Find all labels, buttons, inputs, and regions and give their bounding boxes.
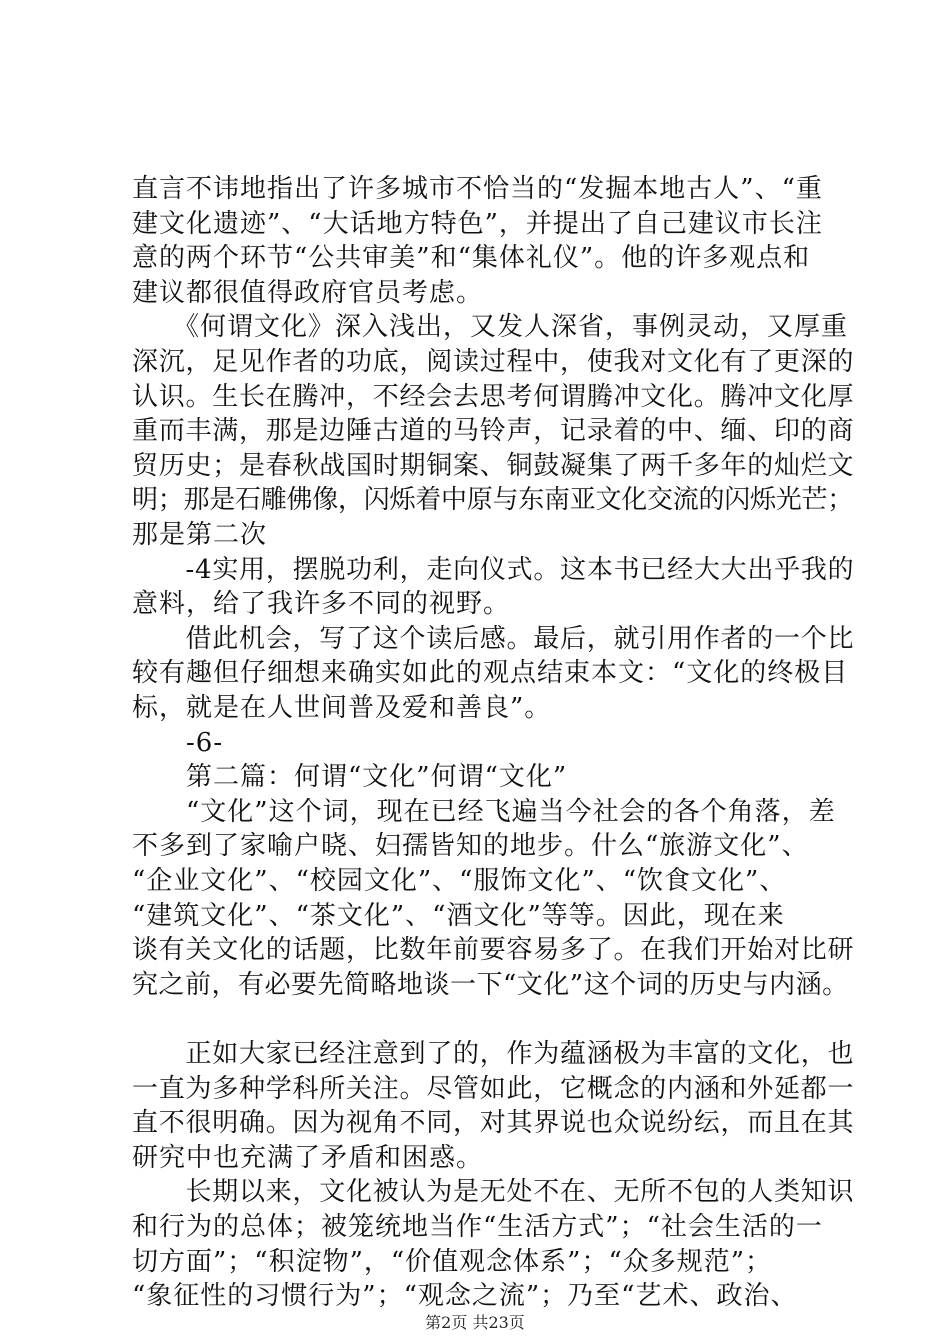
text-line: 研究中也充满了矛盾和困惑。 — [132, 1143, 484, 1173]
text-line: “企业文化”、“校园文化”、“服饰文化”、“饮食文化”、 — [132, 866, 787, 896]
text-line: 和行为的总体；被笼统地当作“生活方式”；“社会生活的一 — [132, 1212, 823, 1242]
text-line: 建文化遗迹”、“大话地方特色”，并提出了自己建议市长注 — [132, 209, 823, 239]
text-line: 意料，给了我许多不同的视野。 — [132, 589, 511, 619]
text-line: 明；那是石雕佛像，闪烁着中原与东南亚文化交流的闪烁光芒； — [132, 485, 854, 515]
text-line: 究之前，有必要先简略地谈一下“文化”这个词的历史与内涵。 — [132, 970, 849, 1000]
text-line: 较有趣但仔细想来确实如此的观点结束本文：“文化的终极目 — [132, 658, 849, 688]
text-line: 意的两个环节“公共审美”和“集体礼仪”。他的许多观点和 — [132, 243, 811, 273]
text-line: 正如大家已经注意到了的，作为蕴涵极为丰富的文化，也 — [132, 1039, 855, 1069]
section-heading: 第二篇：何谓“文化”何谓“文化” — [132, 762, 568, 792]
text-line: “象征性的习惯行为”；“观念之流”；乃至“艺术、政治、 — [132, 1281, 798, 1311]
text-line: 标，就是在人世间普及爱和善良”。 — [132, 693, 552, 723]
text-line: 一直为多种学科所关注。尽管如此，它概念的内涵和外延都一 — [132, 1074, 855, 1104]
text-line: 长期以来，文化被认为是无处不在、无所不包的人类知识 — [132, 1177, 855, 1207]
text-line: 重而丰满，那是边陲古道的马铃声，记录着的中、缅、印的商 — [132, 416, 855, 446]
text-line: 谈有关文化的话题，比数年前要容易多了。在我们开始对比研 — [132, 935, 855, 965]
text-line: “文化”这个词，现在已经飞遍当今社会的各个角落，差 — [132, 797, 836, 827]
text-line: 深沉，足见作者的功底，阅读过程中，使我对文化有了更深的 — [132, 347, 855, 377]
text-line: -6- — [132, 728, 224, 758]
text-line: 《何谓文化》深入浅出，又发人深省，事例灵动，又厚重 — [132, 312, 849, 342]
text-line: 切方面”；“积淀物”，“价值观念体系”；“众多规范”； — [132, 1247, 773, 1277]
text-line: “建筑文化”、“茶文化”、“酒文化”等等。因此，现在来 — [132, 901, 785, 931]
text-line: 不多到了家喻户晓、妇孺皆知的地步。什么“旅游文化”、 — [132, 831, 809, 861]
text-line: 那是第二次 — [132, 520, 268, 550]
page-number-footer: 第2页 共23页 — [425, 1313, 525, 1332]
text-line: 直言不讳地指出了许多城市不恰当的“发掘本地古人”、“重 — [132, 174, 823, 204]
text-line: 直不很明确。因为视角不同，对其界说也众说纷纭，而且在其 — [132, 1108, 855, 1138]
text-line: -4实用，摆脱功利，走向仪式。这本书已经大大出乎我的 — [132, 555, 855, 585]
text-line: 贸历史；是春秋战国时期铜案、铜鼓凝集了两千多年的灿烂文 — [132, 451, 855, 481]
text-line: 借此机会，写了这个读后感。最后，就引用作者的一个比 — [132, 624, 855, 654]
text-line: 认识。生长在腾冲，不经会去思考何谓腾冲文化。腾冲文化厚 — [132, 382, 855, 412]
text-line: 建议都很值得政府官员考虑。 — [132, 278, 484, 308]
